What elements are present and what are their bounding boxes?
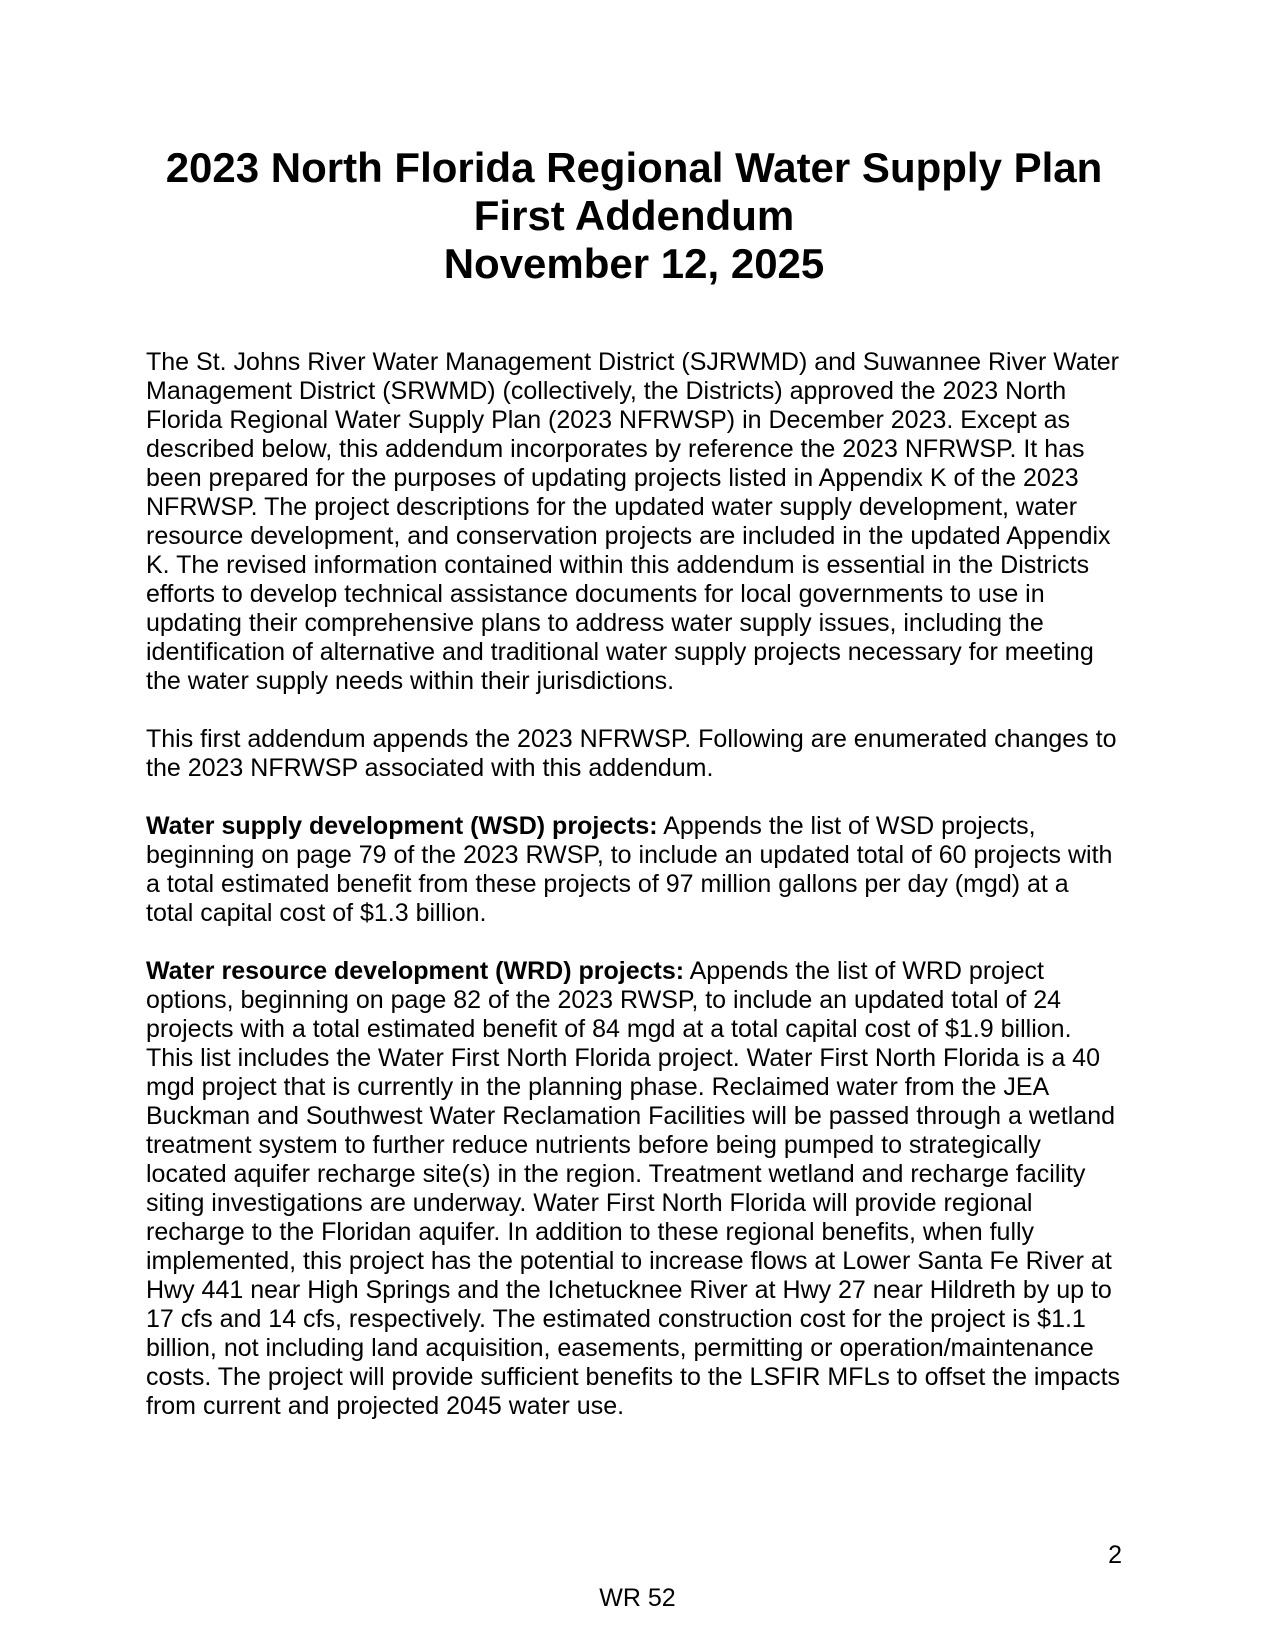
document-body xyxy=(146,348,1122,1421)
page-content xyxy=(146,144,1122,1450)
title-line-2: First Addendum xyxy=(473,192,795,239)
paragraph-wsd-lead: Water supply development (WSD) projects: xyxy=(146,812,658,840)
paragraph-wsd-projects xyxy=(146,812,1122,928)
paragraph-wsd-text: Appends the list of WSD projects, beginning on page 79 of the 2023 RWSP, to include an updated total of 60 projects with a total estimated benefit from these projects of 97 million gallons per day (mgd) at a total capital cost of $1.3 billion. xyxy=(146,812,1113,927)
page-number: 2 xyxy=(1108,1541,1122,1569)
paragraph-intro xyxy=(146,348,1122,696)
paragraph-wrd-text: Appends the list of WRD project options, beginning on page 82 of the 2023 RWSP, to include an updated total of 24 projects with a total estimated benefit of 84 mgd at a total capital cost of $1.9 billion. This list includes the Water First North Florida project. Water First North Florida is a 40 mgd project that is currently in the planning phase. Reclaimed water from the JEA Buckman and Southwest Water Reclamation Facilities will be passed through a wetland treatment system to further reduce nutrients before being pumped to strategically located aquifer recharge site(s) in the region. Treatment wetland and recharge facility siting investigations are underway. Water First North Florida will provide regional recharge to the Floridan aquifer. In addition to these regional benefits, when fully implemented, this project has the potential to increase flows at Lower Santa Fe River at Hwy 441 near High Springs and the Ichetucknee River at Hwy 27 near Hildreth by up to 17 cfs and 14 cfs, respectively. The estimated construction cost for the project is $1.1 billion, not including land acquisition, easements, permitting or operation/maintenance costs. The project will provide sufficient benefits to the LSFIR MFLs to offset the impacts from current and projected 2045 water use. xyxy=(146,957,1121,1420)
paragraph-intro-text: The St. Johns River Water Management District (SJRWMD) and Suwannee River Water Management District (SRWMD) (collectively, the Districts) approved the 2023 North Florida Regional Water Supply Plan (2023 NFRWSP) in December 2023. Except as described below, this addendum incorporates by reference the 2023 NFRWSP. It has been prepared for the purposes of updating projects listed in Appendix K of the 2023 NFRWSP. The project descriptions for the updated water supply development, water resource development, and conservation projects are included in the updated Appendix K. The revised information contained within this addendum is essential in the Districts efforts to develop technical assistance documents for local governments to use in updating their comprehensive plans to address water supply issues, including the identification of alternative and traditional water supply projects necessary for meeting the water supply needs within their jurisdictions. xyxy=(146,348,1119,695)
title-line-3: November 12, 2025 xyxy=(443,240,825,287)
paragraph-wrd-projects xyxy=(146,957,1122,1421)
title-line-1: 2023 North Florida Regional Water Supply Plan xyxy=(165,144,1103,191)
paragraph-wrd-lead: Water resource development (WRD) projects: xyxy=(146,957,685,985)
paragraph-appends xyxy=(146,725,1122,783)
footer-code: WR 52 xyxy=(599,1584,676,1612)
paragraph-appends-text: This first addendum appends the 2023 NFRWSP. Following are enumerated changes to the 2023 NFRWSP associated with this addendum. xyxy=(146,725,1117,782)
document-title xyxy=(146,144,1122,288)
